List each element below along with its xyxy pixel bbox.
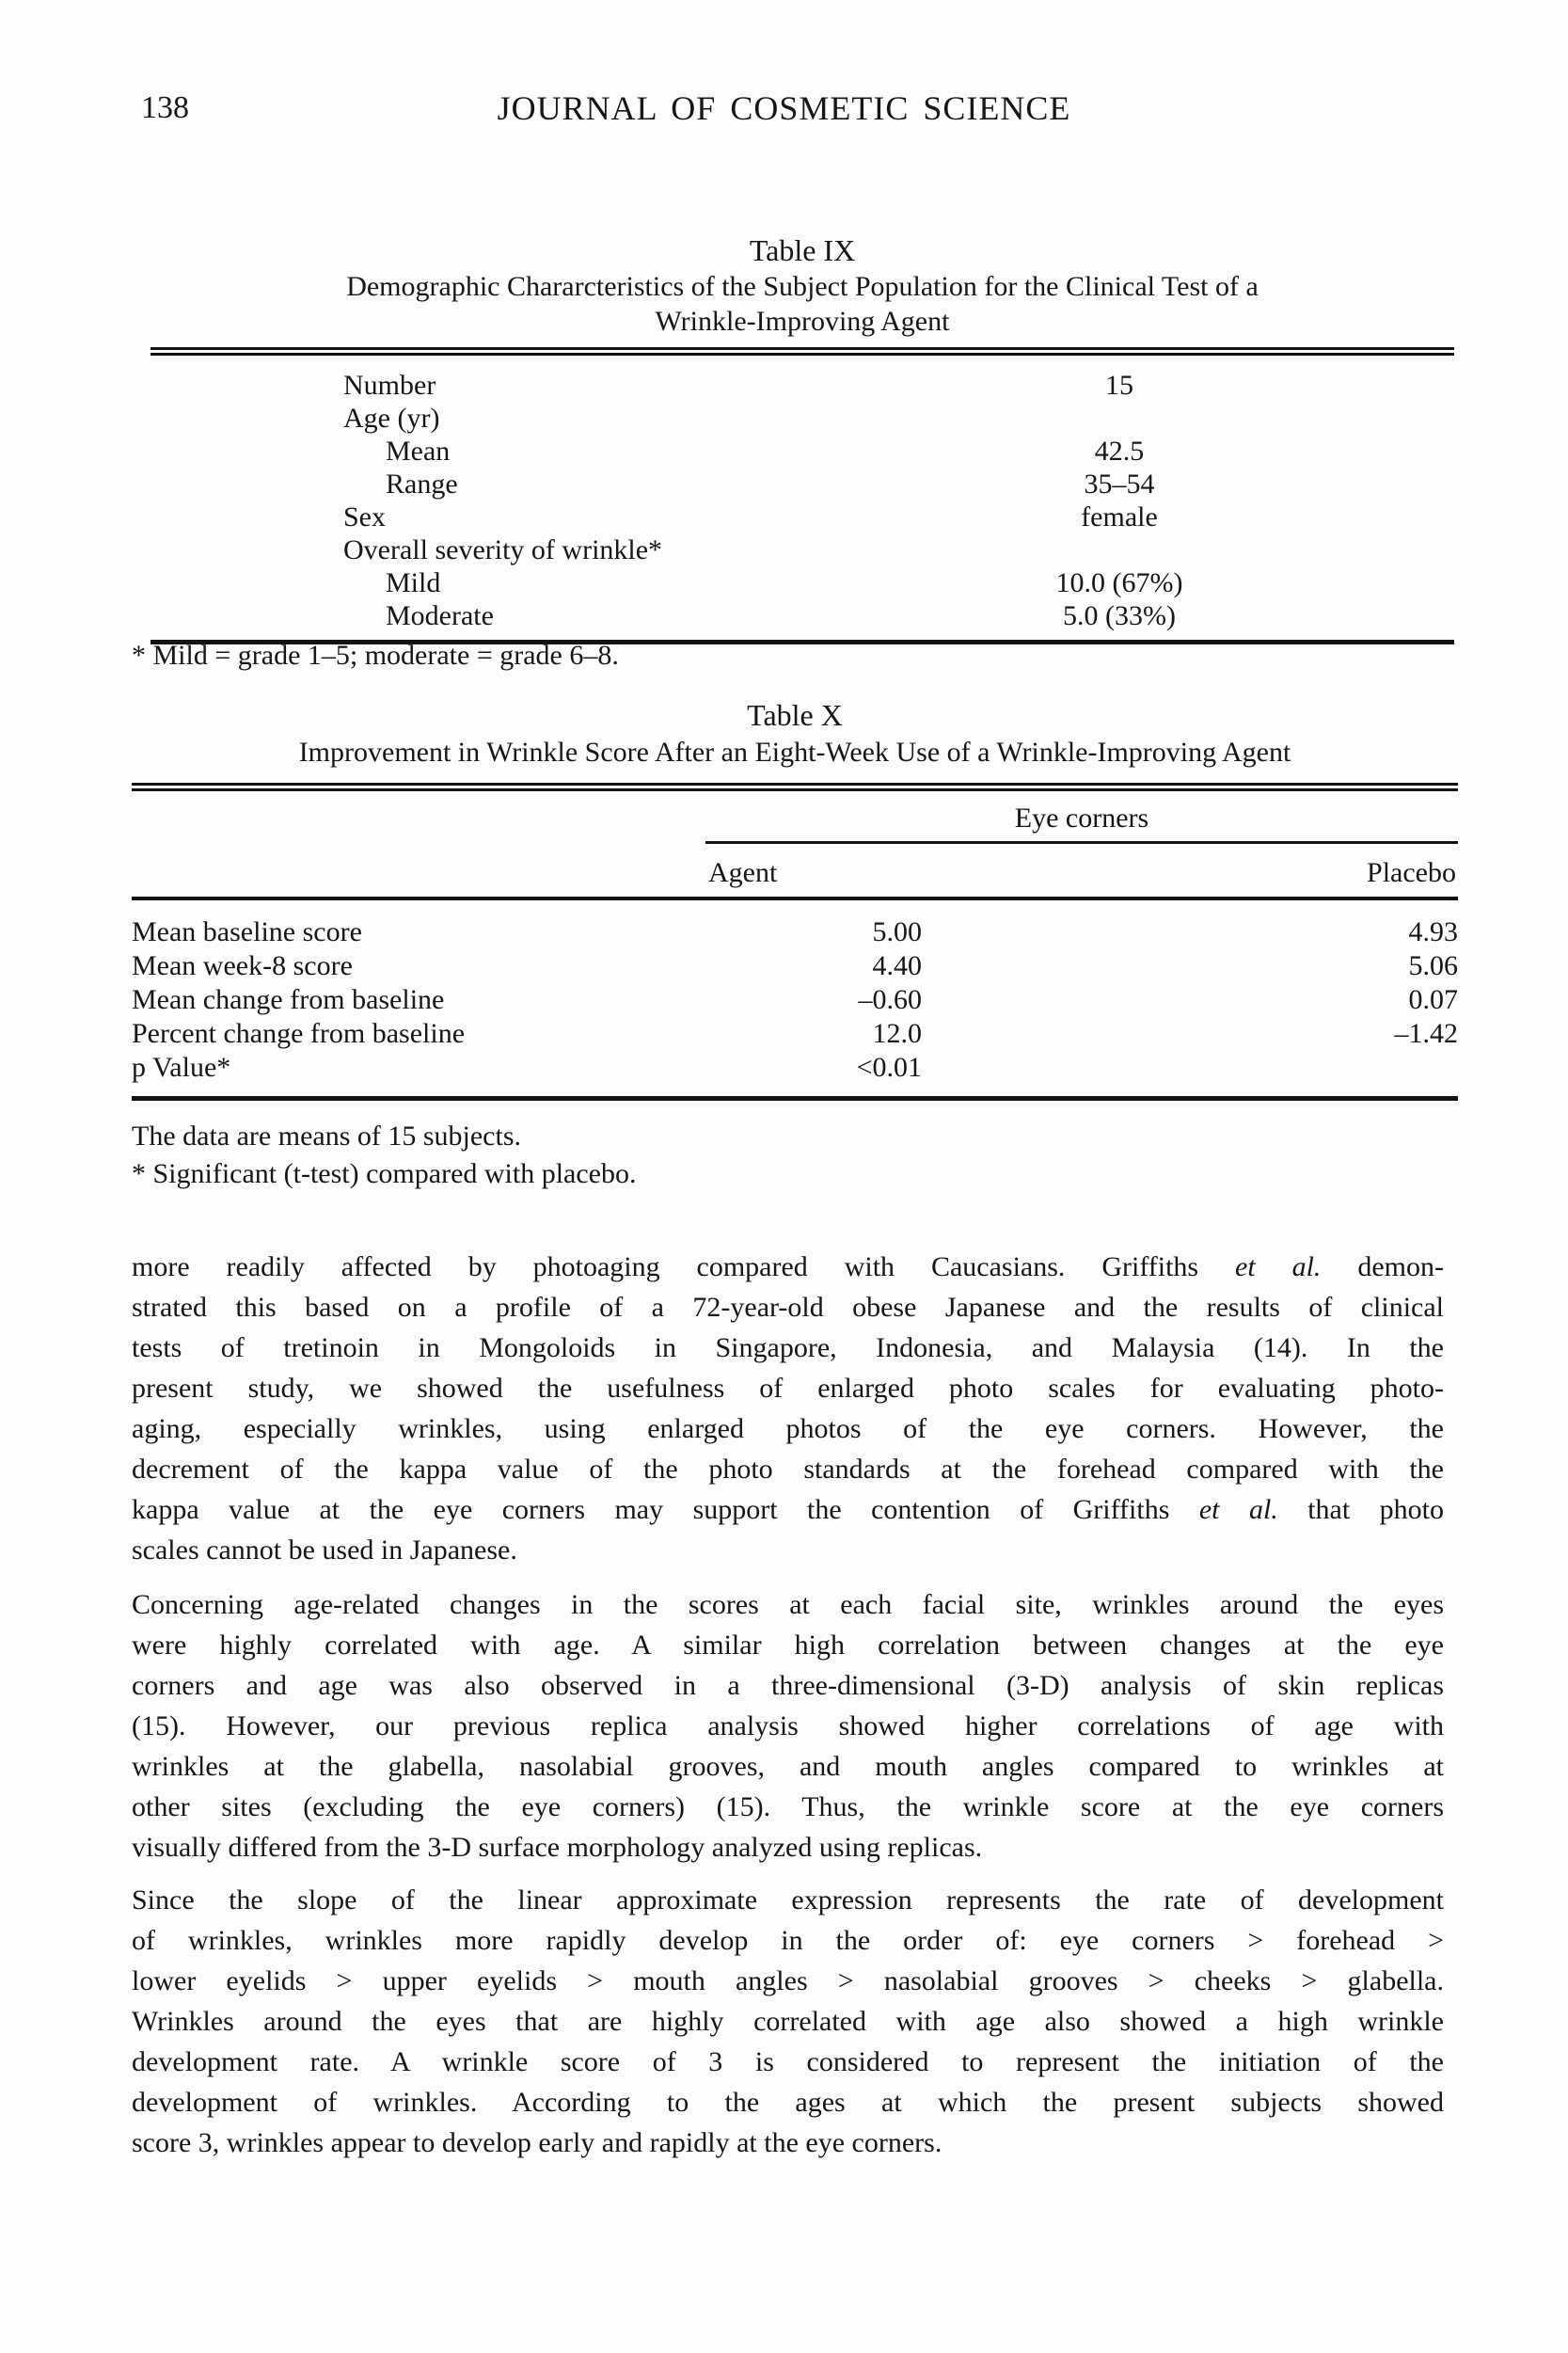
text-line: scales cannot be used in Japanese. xyxy=(132,1534,517,1566)
table-row xyxy=(132,1051,1458,1085)
table-ix-footnote: * Mild = grade 1–5; moderate = grade 6–8. xyxy=(132,640,619,671)
column-header-row xyxy=(132,844,1458,897)
column-group-header: Eye corners xyxy=(1014,803,1149,834)
text-line: development of wrinkles. According to the ages at which the present subjects showed xyxy=(132,2087,1444,2118)
row-value: 5.0 (33%) xyxy=(1063,600,1176,631)
row-label: Mean change from baseline xyxy=(132,984,445,1015)
text-line: lower eyelids > upper eyelids > mouth angles > nasolabial grooves > cheeks > glabella. xyxy=(132,1965,1444,1996)
row-label: Number xyxy=(343,370,436,401)
body-paragraph xyxy=(132,1584,1444,1868)
table-row xyxy=(150,566,1454,599)
table-x-caption: Improvement in Wrinkle Score After an Eight-Week Use of a Wrinkle-Improving Agent xyxy=(298,737,1291,768)
table-ix-rows xyxy=(150,369,1454,632)
row-value: 15 xyxy=(1105,370,1133,401)
table-x-footnote-line1: The data are means of 15 subjects. xyxy=(132,1121,522,1152)
table-x-header-rule xyxy=(132,897,1458,900)
table-x-footnotes xyxy=(132,1118,637,1193)
agent-value: 12.0 xyxy=(872,1018,922,1049)
row-value: 35–54 xyxy=(1084,469,1155,500)
table-x-footnote-line2: * Significant (t-test) compared with placebo. xyxy=(132,1158,637,1189)
agent-value: 4.40 xyxy=(872,950,922,981)
placebo-value: 5.06 xyxy=(1408,950,1458,981)
text-line: visually differed from the 3-D surface morphology analyzed using replicas. xyxy=(132,1832,983,1863)
table-x-rows xyxy=(132,915,1458,1085)
text-line: of wrinkles, wrinkles more rapidly develop in the order of: eye corners > forehead > xyxy=(132,1925,1444,1956)
row-label: Mean xyxy=(386,436,451,467)
table-x-bottom-rule xyxy=(132,1096,1458,1101)
text-line: wrinkles at the glabella, nasolabial grooves, and mouth angles compared to wrinkles at xyxy=(132,1751,1444,1782)
table-ix-title: Table IX xyxy=(749,233,856,267)
text-line: development rate. A wrinkle score of 3 is considered to represent the initiation of the xyxy=(132,2046,1444,2077)
row-label: Mild xyxy=(386,567,441,598)
text-line: Concerning age-related changes in the scores at each facial site, wrinkles around the eyes xyxy=(132,1589,1444,1620)
text-line: Since the slope of the linear approximate expression represents the rate of development xyxy=(132,1884,1444,1916)
row-value: 10.0 (67%) xyxy=(1055,567,1183,598)
text-line: Wrinkles around the eyes that are highly correlated with age also showed a high wrinkle xyxy=(132,2006,1444,2037)
page-number: 138 xyxy=(141,90,189,125)
table-ix-caption-line2: Wrinkle-Improving Agent xyxy=(655,306,950,337)
row-label: Percent change from baseline xyxy=(132,1018,466,1049)
table-row xyxy=(150,402,1454,435)
text-line: aging, especially wrinkles, using enlarged photos of the eye corners. However, the xyxy=(132,1413,1444,1444)
table-x-title: Table X xyxy=(747,698,843,732)
row-label: Age (yr) xyxy=(343,403,440,434)
text-line: more readily affected by photoaging compared with Caucasians. Griffiths et al. demon- xyxy=(132,1251,1444,1282)
table-row xyxy=(132,983,1458,1017)
text-line: were highly correlated with age. A similar high correlation between changes at the eye xyxy=(132,1630,1444,1661)
text-line: corners and age was also observed in a three-dimensional (3-D) analysis of skin replicas xyxy=(132,1670,1444,1701)
table-row xyxy=(132,949,1458,983)
placebo-value: 0.07 xyxy=(1408,984,1458,1015)
table-x xyxy=(132,696,1458,1101)
placebo-value: –1.42 xyxy=(1394,1018,1458,1049)
row-label: p Value* xyxy=(132,1052,231,1083)
table-ix-caption-line1: Demographic Chararcteristics of the Subject Population for the Clinical Test of a xyxy=(346,271,1259,302)
table-row xyxy=(150,435,1454,468)
table-row xyxy=(150,468,1454,501)
placebo-column-header: Placebo xyxy=(1367,857,1456,888)
table-row xyxy=(150,599,1454,632)
text-line: score 3, wrinkles appear to develop early and rapidly at the eye corners. xyxy=(132,2127,942,2158)
row-label: Range xyxy=(386,469,458,500)
agent-column-header: Agent xyxy=(708,857,778,888)
agent-value: <0.01 xyxy=(856,1052,922,1083)
table-x-top-rule xyxy=(132,783,1458,791)
agent-value: 5.00 xyxy=(872,916,922,947)
text-line: kappa value at the eye corners may support the contention of Griffiths et al. that photo xyxy=(132,1494,1444,1525)
table-ix xyxy=(150,231,1454,644)
row-label: Sex xyxy=(343,501,386,533)
text-line: strated this based on a profile of a 72-year-old obese Japanese and the results of clinical xyxy=(132,1292,1444,1323)
body-paragraph xyxy=(132,1247,1444,1570)
table-row xyxy=(132,1017,1458,1051)
journal-header: JOURNAL OF COSMETIC SCIENCE xyxy=(497,89,1071,127)
row-label: Mean week-8 score xyxy=(132,950,353,981)
row-label: Overall severity of wrinkle* xyxy=(343,534,663,565)
text-line: (15). However, our previous replica analysis showed higher correlations of age with xyxy=(132,1710,1444,1741)
row-label: Mean baseline score xyxy=(132,916,362,947)
table-row xyxy=(150,533,1454,566)
agent-value: –0.60 xyxy=(858,984,922,1015)
text-line: present study, we showed the usefulness of enlarged photo scales for evaluating photo- xyxy=(132,1373,1444,1404)
text-line: decrement of the kappa value of the photo standards at the forehead compared with the xyxy=(132,1454,1444,1485)
table-row xyxy=(132,915,1458,949)
text-line: tests of tretinoin in Mongoloids in Singapore, Indonesia, and Malaysia (14). In the xyxy=(132,1332,1444,1363)
table-row xyxy=(150,369,1454,402)
table-ix-top-rule xyxy=(150,347,1454,356)
row-label: Moderate xyxy=(386,600,494,631)
text-line: other sites (excluding the eye corners) (15). Thus, the wrinkle score at the eye corners xyxy=(132,1791,1444,1822)
placebo-value: 4.93 xyxy=(1408,916,1458,947)
table-row xyxy=(150,501,1454,533)
body-paragraph xyxy=(132,1880,1444,2163)
row-value: 42.5 xyxy=(1094,436,1145,467)
row-value: female xyxy=(1081,501,1158,533)
